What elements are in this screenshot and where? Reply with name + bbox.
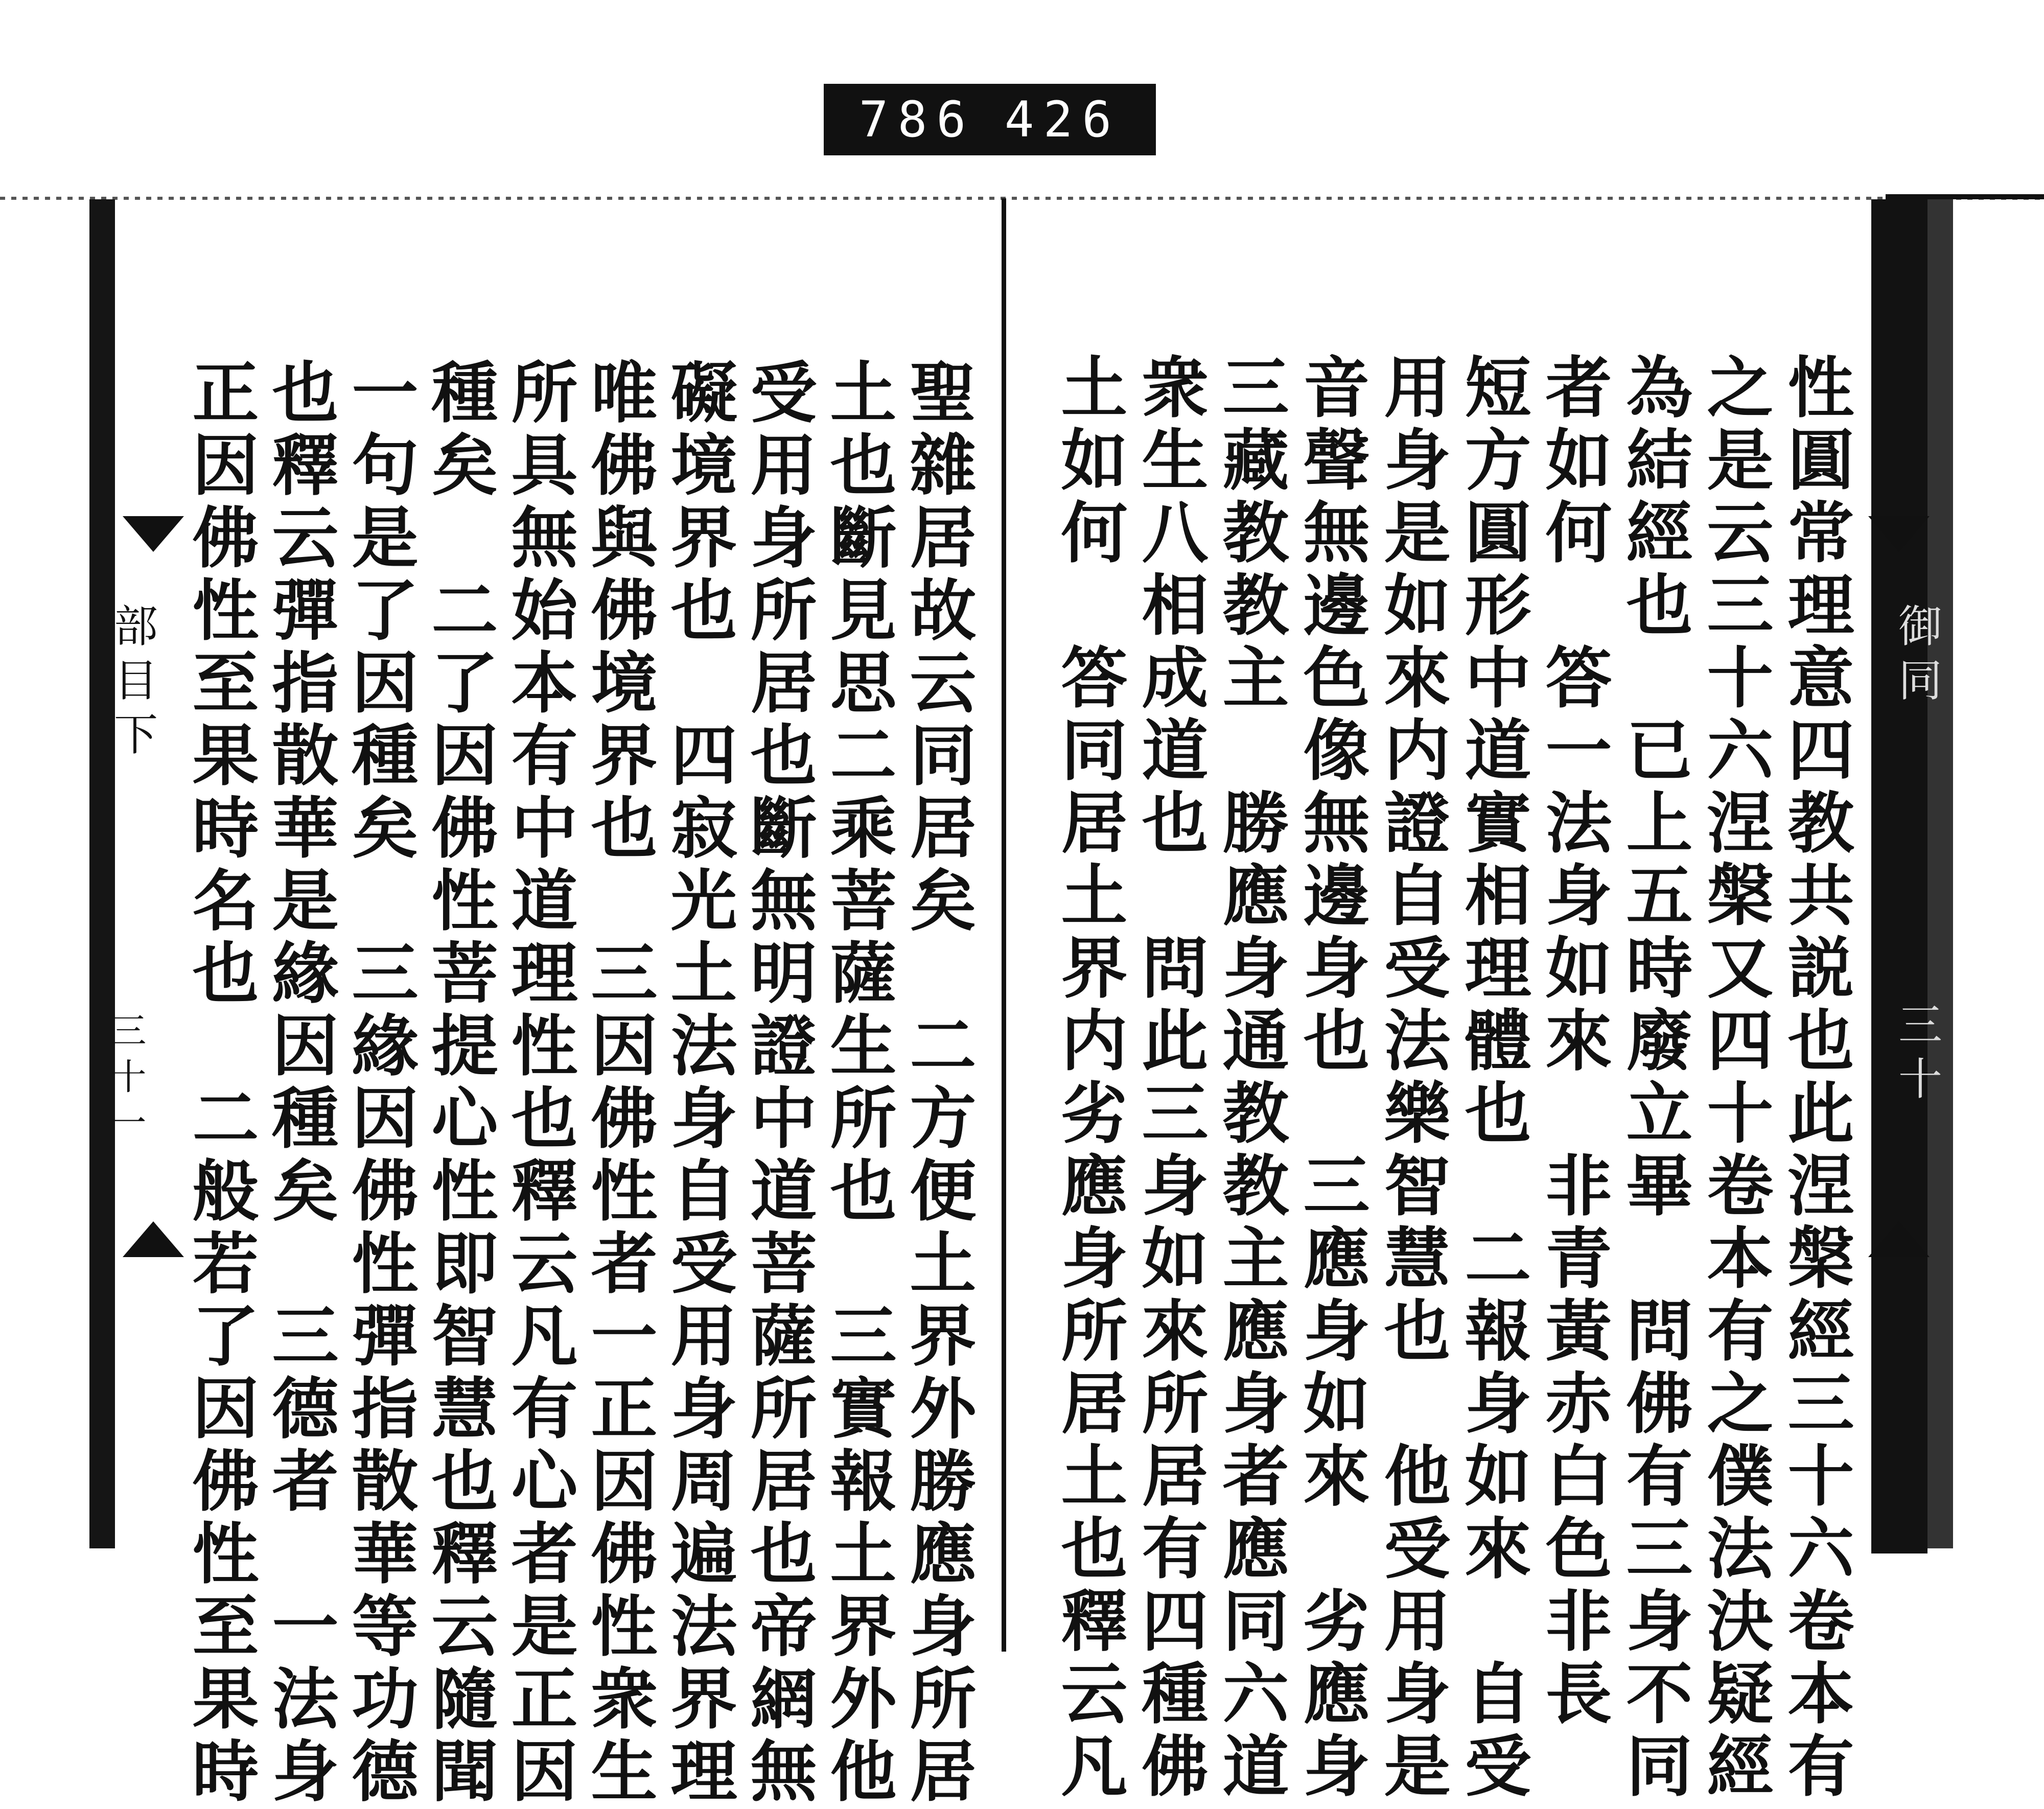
right-page-column-9: 衆生八相成道也 問此三身如來所居有四種佛 — [1131, 353, 1209, 1804]
right-margin-folio: 三十 — [1891, 1002, 1942, 1110]
book-spine-gutter — [1002, 198, 1006, 1652]
right-page-column-1: 性圓常理意四教共説也此涅槃經三十六卷本有 — [1777, 353, 1855, 1804]
left-page-column-4: 礙境界也 四寂光土法身自受用身周遍法界理 — [660, 358, 738, 1809]
right-page-column-4: 者如何 答一法身如來 非青黃赤白色非長 — [1535, 353, 1613, 1731]
page-top-edge — [0, 197, 2044, 200]
left-page-column-10: 正因佛性至果時名也 二般若了因佛性至果時 — [181, 358, 260, 1809]
left-page-column-2: 土也斷見思二乘菩薩生所也 三實報土界外他 — [819, 358, 897, 1809]
right-page-column-8: 三藏教教主 勝應身通教教主應身者應同六道 — [1212, 353, 1290, 1804]
right-page-column-6: 用身是如來内證自受法樂智慧也 他受用身是 — [1373, 353, 1451, 1804]
left-fishtail-ornament-bottom — [123, 1221, 184, 1257]
left-page-column-1: 聖雜居故云同居矣 二方便土界外勝應身所居 — [899, 358, 977, 1809]
left-page-column-8: 一句是了因種矣 三緣因佛性彈指散華等功德 — [341, 358, 419, 1809]
left-fishtail-ornament-top — [123, 516, 184, 552]
left-page-column-3: 受用身所居也斷無明證中道菩薩所居也帝網無 — [739, 358, 818, 1809]
left-binding-strip — [89, 199, 115, 1548]
right-fishtail-ornament-top — [1868, 516, 1930, 552]
right-page-column-3: 為結經也 已上五時廢立畢 問佛有三身不同 — [1615, 353, 1693, 1804]
left-page-column-7: 種矣 二了因佛性菩提心性即智慧也釋云隨聞 — [421, 358, 499, 1809]
left-page-column-9: 也釋云彈指散華是緣因種矣 三德者 一法身 — [261, 358, 339, 1809]
left-margin-folio: 三十一 — [105, 1012, 147, 1150]
left-margin-title: 部目下 — [106, 603, 157, 766]
right-page-column-10: 土如何 答同居土界内劣應身所居土也釋云凡 — [1050, 353, 1128, 1804]
right-fishtail-ornament-bottom — [1868, 1221, 1930, 1257]
right-page-column-2: 之是云三十六涅槃又四十卷本有之僕法決疑經 — [1696, 353, 1774, 1804]
catalog-number-right: 426 — [1004, 91, 1121, 148]
catalog-number-left: 786 — [858, 91, 975, 148]
catalog-number-label — [824, 84, 1156, 155]
left-page-column-5: 唯佛與佛境界也 三因佛性者一正因佛性衆生 — [580, 358, 658, 1809]
right-margin-title: 御同 — [1891, 603, 1942, 711]
right-binding-strip — [1871, 199, 1927, 1553]
left-page-column-6: 所具無始本有中道理性也釋云凡有心者是正因 — [500, 358, 578, 1809]
right-page-column-7: 音聲無邊色像無邊身也 三應身如來 劣應身 — [1292, 353, 1371, 1804]
right-binding-strip-edge — [1927, 199, 1953, 1548]
right-page-edge — [1886, 194, 2044, 199]
right-page-column-5: 短方圓形中道實相理體也 二報身如來 自受 — [1454, 353, 1532, 1804]
